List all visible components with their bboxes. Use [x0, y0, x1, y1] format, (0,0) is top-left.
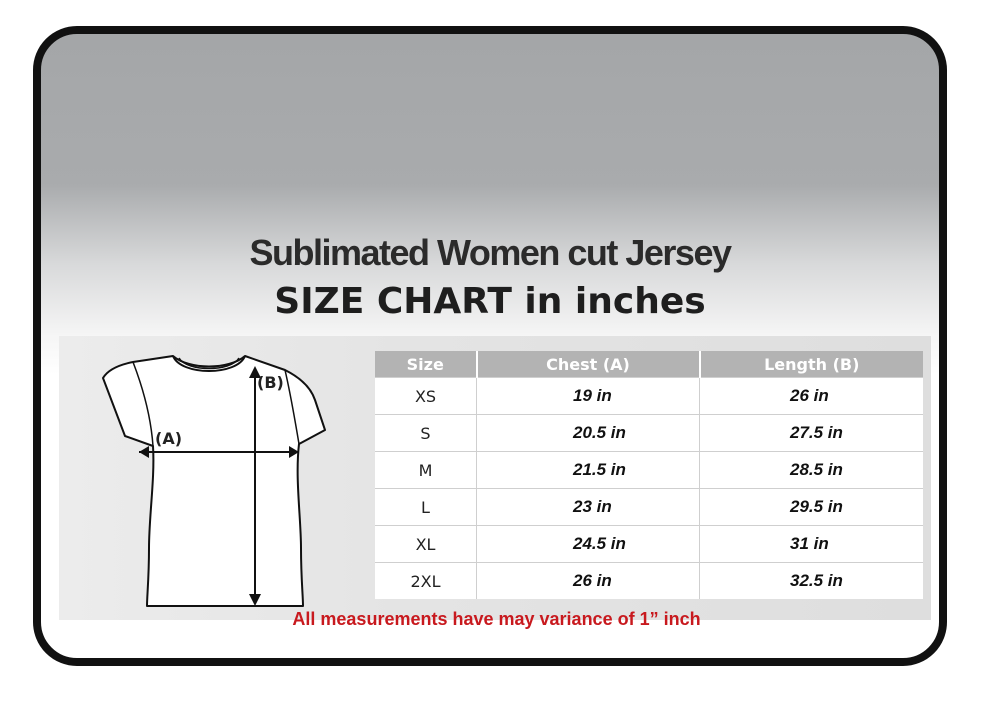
size-cell: S — [375, 415, 477, 452]
table-row — [375, 452, 923, 489]
size-cell: L — [375, 489, 477, 526]
table-row — [375, 378, 923, 415]
chest-cell: 20.5 in — [477, 415, 700, 452]
chest-cell: 26 in — [477, 563, 700, 600]
size-chart-card — [33, 26, 947, 666]
size-table-header-row — [375, 351, 923, 378]
length-cell: 28.5 in — [700, 452, 924, 489]
length-cell: 31 in — [700, 526, 924, 563]
header-length: Length (B) — [700, 351, 924, 378]
chart-panel — [59, 336, 931, 620]
table-row — [375, 526, 923, 563]
table-row — [375, 563, 923, 600]
chest-cell: 23 in — [477, 489, 700, 526]
measurement-variance-note: All measurements have may variance of 1” inch — [292, 609, 701, 629]
chest-label: (A) — [155, 429, 183, 448]
chest-arrow-left-head — [139, 446, 149, 458]
size-cell: XL — [375, 526, 477, 563]
jersey-diagram — [89, 348, 329, 610]
length-cell: 32.5 in — [700, 563, 924, 600]
header-chest: Chest (A) — [477, 351, 700, 378]
length-label: (B) — [257, 373, 284, 392]
chest-cell: 21.5 in — [477, 452, 700, 489]
header-size: Size — [375, 351, 477, 378]
length-cell: 27.5 in — [700, 415, 924, 452]
length-cell: 26 in — [700, 378, 924, 415]
chest-cell: 19 in — [477, 378, 700, 415]
size-cell: XS — [375, 378, 477, 415]
size-cell: 2XL — [375, 563, 477, 600]
jersey-outline — [103, 356, 325, 606]
chart-title: Sublimated Women cut Jersey — [249, 232, 731, 273]
size-cell: M — [375, 452, 477, 489]
chest-cell: 24.5 in — [477, 526, 700, 563]
size-table — [375, 351, 923, 599]
chart-subtitle-bold: SIZE CHART — [274, 281, 512, 322]
length-cell: 29.5 in — [700, 489, 924, 526]
table-row — [375, 415, 923, 452]
table-row — [375, 489, 923, 526]
chart-subtitle — [41, 280, 939, 322]
chart-subtitle-rest: in inches — [511, 281, 706, 322]
